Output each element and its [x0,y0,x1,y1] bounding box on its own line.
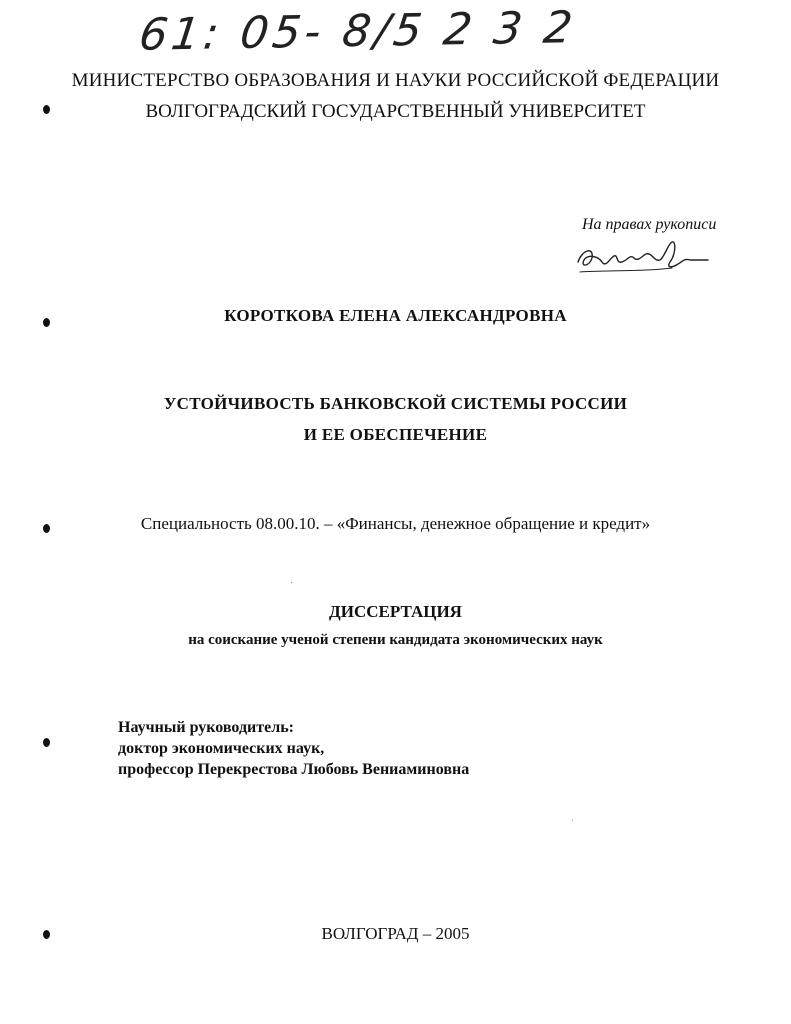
university-name: ВОЛГОГРАДСКИЙ ГОСУДАРСТВЕННЫЙ УНИВЕРСИТЕТ [145,101,646,122]
dissertation-title-line-1: УСТОЙЧИВОСТЬ БАНКОВСКОЙ СИСТЕМЫ РОССИИ [163,394,628,413]
scan-speck [572,820,573,821]
supervisor-degree: доктор экономических наук, [118,740,325,757]
author-signature [572,232,712,282]
specialty-line: Специальность 08.00.10. – «Финансы, денежное обращение и кредит» [140,514,651,533]
supervisor-heading: Научный руководитель: [118,719,294,736]
author-name: КОРОТКОВА ЕЛЕНА АЛЕКСАНДРОВНА [224,306,567,325]
binding-mark [43,524,50,533]
binding-mark [43,930,50,939]
scan-speck [291,582,292,583]
ministry-name: МИНИСТЕРСТВО ОБРАЗОВАНИЯ И НАУКИ РОССИЙСКОЙ ФЕДЕРАЦИИ [71,70,720,91]
document-type: ДИССЕРТАЦИЯ [329,602,462,621]
city-year: ВОЛГОГРАД – 2005 [321,924,470,943]
rights-note: На правах рукописи [582,216,717,233]
binding-mark [43,318,50,327]
binding-mark [43,105,50,114]
binding-mark [43,738,50,747]
supervisor-name: профессор Перекрестова Любовь Вениаминовна [118,761,470,778]
dissertation-title-line-2: И ЕЕ ОБЕСПЕЧЕНИЕ [303,425,488,444]
degree-line: на соискание ученой степени кандидата экономических наук [188,632,603,648]
archive-number: 61: 05- 8/5 2 3 2 [136,2,580,61]
